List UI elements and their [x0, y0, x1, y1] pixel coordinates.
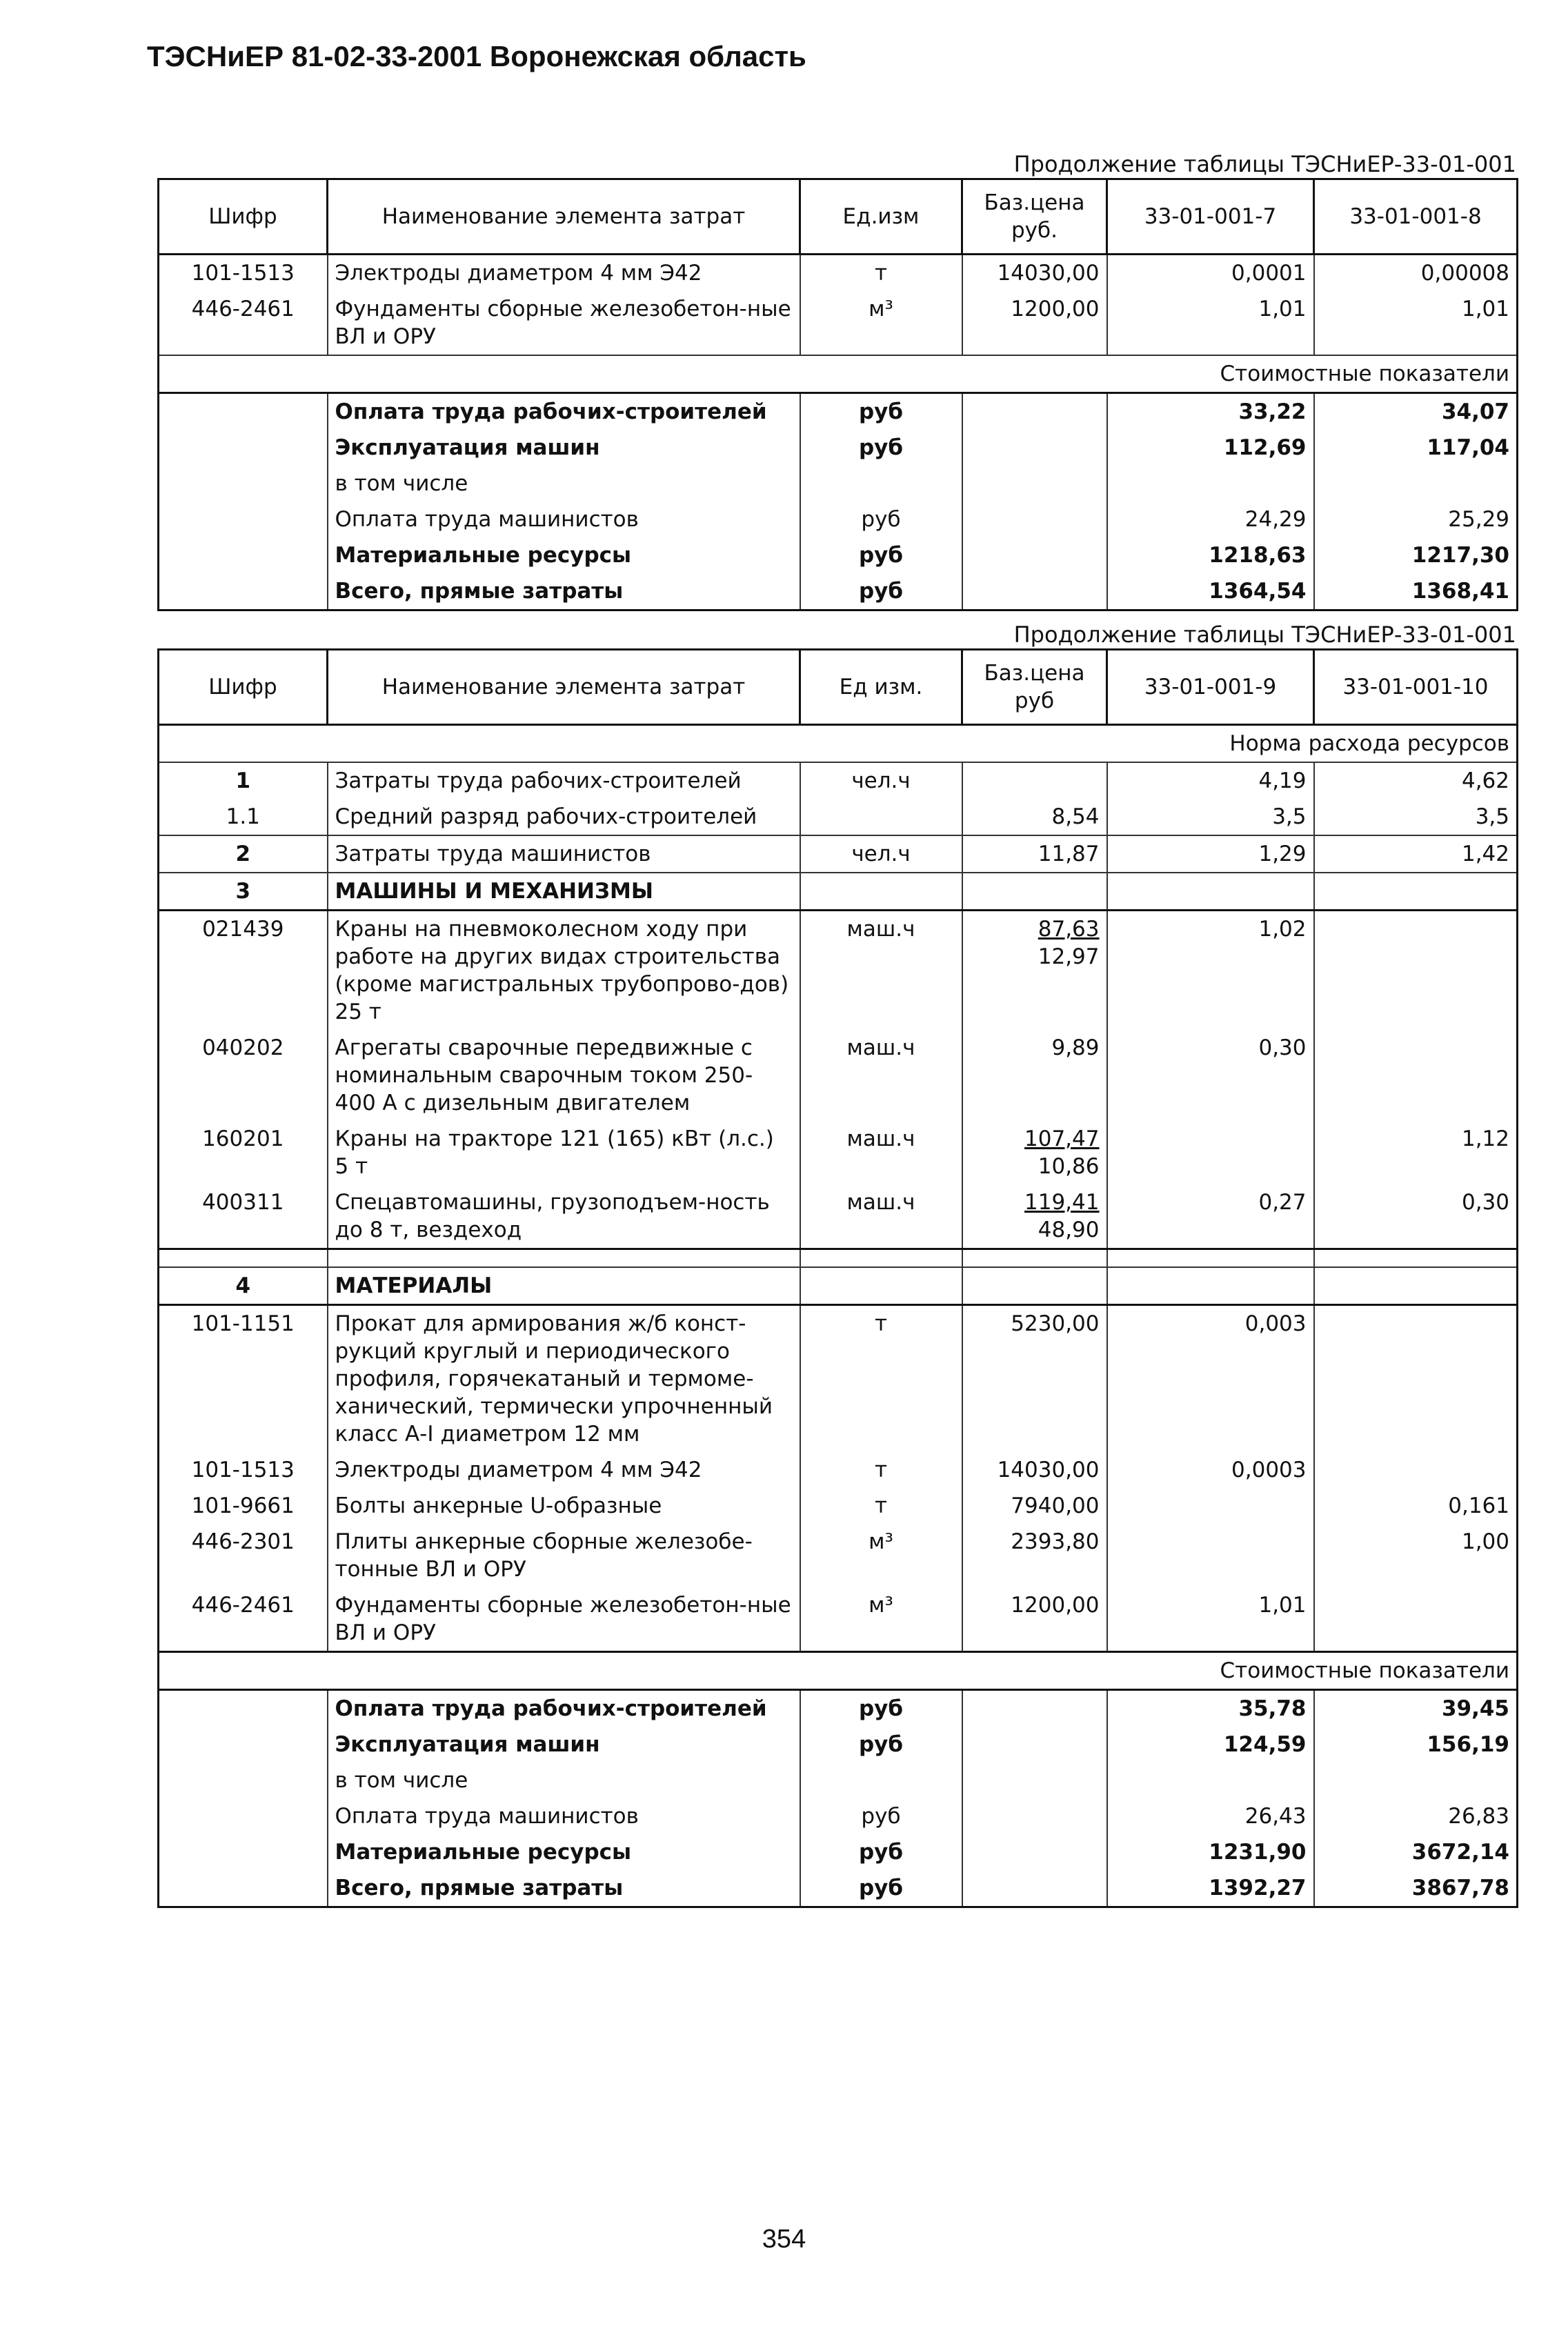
cost-row — [159, 1690, 1518, 1727]
cell-unit: маш.ч — [800, 1184, 962, 1249]
cell-code — [159, 1834, 328, 1870]
cost-header-label: Стоимостные показатели — [159, 1652, 1518, 1690]
cell-value-1: 4,19 — [1107, 762, 1314, 799]
cell-name: Оплата труда рабочих-строителей — [328, 1690, 800, 1727]
cell-unit: чел.ч — [800, 762, 962, 799]
cell-name: Затраты труда рабочих-строителей — [328, 762, 800, 799]
header-col-1: 33-01-001-7 — [1107, 179, 1314, 255]
cell-code — [159, 430, 328, 466]
table-row — [159, 835, 1518, 873]
cell-value-2: 3,5 — [1314, 799, 1518, 835]
cell-value-2: 39,45 — [1314, 1690, 1518, 1727]
cell-code: 3 — [159, 873, 328, 911]
cell-value-2: 1217,30 — [1314, 537, 1518, 573]
cell-code — [159, 501, 328, 537]
table-1-costs — [159, 393, 1518, 610]
table-row — [159, 1121, 1518, 1184]
cell-unit: руб — [800, 537, 962, 573]
table-row — [159, 1587, 1518, 1652]
cell-empty — [1314, 873, 1518, 911]
cell-code: 101-1151 — [159, 1305, 328, 1453]
table-1-caption: Продолжение таблицы ТЭСНиЕР-33-01-001 — [1013, 151, 1516, 177]
cell-price — [962, 1762, 1107, 1798]
cell-value-2: 3867,78 — [1314, 1870, 1518, 1907]
cost-row — [159, 393, 1518, 430]
cell-price — [962, 537, 1107, 573]
cell-price — [962, 1870, 1107, 1907]
cell-code — [159, 1762, 328, 1798]
table-1 — [157, 178, 1518, 611]
cell-name: Краны на пневмоколесном ходу при работе на других видах строительства (кроме магистральных трубопрово-дов) 25 т — [328, 911, 800, 1031]
cell-value-1: 1218,63 — [1107, 537, 1314, 573]
cell-unit: руб — [800, 1798, 962, 1834]
cell-value-2: 0,161 — [1314, 1488, 1518, 1524]
cell-price — [962, 1798, 1107, 1834]
price-top: 87,63 — [1038, 917, 1100, 942]
cell-value-2: 26,83 — [1314, 1798, 1518, 1834]
cell-name: Материальные ресурсы — [328, 537, 800, 573]
cell-value-2: 34,07 — [1314, 393, 1518, 430]
materials-rows — [159, 1305, 1518, 1652]
cell-name: Эксплуатация машин — [328, 1727, 800, 1762]
page-number: 354 — [762, 2225, 806, 2254]
cell-name: Средний разряд рабочих-строителей — [328, 799, 800, 835]
norm-section-header — [159, 725, 1518, 763]
cell-value-1: 0,0001 — [1107, 255, 1314, 292]
cell-value-2: 0,30 — [1314, 1184, 1518, 1249]
section-title: МАШИНЫ И МЕХАНИЗМЫ — [328, 873, 800, 911]
cell-name: Материальные ресурсы — [328, 1834, 800, 1870]
cell-unit: руб — [800, 1834, 962, 1870]
cell-value-1 — [1107, 466, 1314, 501]
cell-name: в том числе — [328, 1762, 800, 1798]
cell-price — [962, 1727, 1107, 1762]
table-row — [159, 1305, 1518, 1453]
price-bottom: 48,90 — [1038, 1218, 1100, 1242]
cell-empty — [800, 1267, 962, 1305]
header-code: Шифр — [159, 179, 328, 255]
cost-section-header — [159, 1652, 1518, 1690]
table-row — [159, 1488, 1518, 1524]
cell-unit: руб — [800, 1690, 962, 1727]
cell-code: 2 — [159, 835, 328, 873]
cell-code: 101-1513 — [159, 255, 328, 292]
price-top: 119,41 — [1024, 1190, 1100, 1215]
document-header: ТЭСНиЕР 81-02-33-2001 Воронежская область — [147, 40, 806, 72]
table-row — [159, 1524, 1518, 1587]
cell-name: Прокат для армирования ж/б конст-рукций круглый и периодического профиля, горячекатаный и термоме-ханический, термически упрочненный класс А-I диаметром 12 мм — [328, 1305, 800, 1453]
cell-value-1 — [1107, 1524, 1314, 1587]
cell-value-1 — [1107, 1488, 1314, 1524]
table-row — [159, 1184, 1518, 1249]
cell-price — [962, 1184, 1107, 1249]
cell-code: 1.1 — [159, 799, 328, 835]
cell-name: Агрегаты сварочные передвижные с номинальным сварочным током 250-400 А с дизельным двигателем — [328, 1030, 800, 1121]
cell-name: Оплата труда машинистов — [328, 501, 800, 537]
cell-code: 040202 — [159, 1030, 328, 1121]
cell-value-1: 0,30 — [1107, 1030, 1314, 1121]
cell-value-1: 1392,27 — [1107, 1870, 1314, 1907]
cell-price: 14030,00 — [962, 255, 1107, 292]
cell-name: Затраты труда машинистов — [328, 835, 800, 873]
cell-code: 446-2461 — [159, 1587, 328, 1652]
cell-price — [962, 501, 1107, 537]
cell-unit: руб — [800, 393, 962, 430]
cell-name: Фундаменты сборные железобетон-ные ВЛ и ОРУ — [328, 291, 800, 355]
cost-row — [159, 430, 1518, 466]
cell-price: 1200,00 — [962, 291, 1107, 355]
cell-price: 1200,00 — [962, 1587, 1107, 1652]
cell-value-2: 1,12 — [1314, 1121, 1518, 1184]
table-1-block — [157, 150, 1516, 611]
cell-value-2: 117,04 — [1314, 430, 1518, 466]
cell-unit: м³ — [800, 1587, 962, 1652]
table-row — [159, 1452, 1518, 1488]
cell-value-2 — [1314, 1587, 1518, 1652]
cell-value-2: 1,00 — [1314, 1524, 1518, 1587]
table-row — [159, 799, 1518, 835]
cell-price — [962, 1690, 1107, 1727]
cell-code — [159, 1727, 328, 1762]
cell-name: Электроды диаметром 4 мм Э42 — [328, 255, 800, 292]
cost-row — [159, 501, 1518, 537]
cell-name: Плиты анкерные сборные железобе-тонные ВЛ и ОРУ — [328, 1524, 800, 1587]
header-code: Шифр — [159, 650, 328, 725]
cell-name: Фундаменты сборные железобетон-ные ВЛ и ОРУ — [328, 1587, 800, 1652]
cell-price: 8,54 — [962, 799, 1107, 835]
cell-unit — [800, 799, 962, 835]
cell-price: 5230,00 — [962, 1305, 1107, 1453]
cell-value-1: 1,01 — [1107, 1587, 1314, 1652]
cell-empty — [1107, 873, 1314, 911]
table-2-block — [157, 621, 1516, 1908]
cost-row — [159, 537, 1518, 573]
cell-code: 446-2461 — [159, 291, 328, 355]
cell-price: 7940,00 — [962, 1488, 1107, 1524]
cell-value-2 — [1314, 1030, 1518, 1121]
cell-value-2: 0,00008 — [1314, 255, 1518, 292]
cell-unit: руб — [800, 430, 962, 466]
cell-unit: чел.ч — [800, 835, 962, 873]
cell-empty — [962, 1267, 1107, 1305]
cell-price — [962, 573, 1107, 610]
cell-value-2: 1,01 — [1314, 291, 1518, 355]
cell-price — [962, 1121, 1107, 1184]
cell-code: 160201 — [159, 1121, 328, 1184]
cost-row — [159, 573, 1518, 610]
table-2-costs — [159, 1690, 1518, 1907]
cell-name: Спецавтомашины, грузоподъем-ность до 8 т, вездеход — [328, 1184, 800, 1249]
cell-price: 2393,80 — [962, 1524, 1107, 1587]
cell-price — [962, 911, 1107, 1031]
cell-unit: м³ — [800, 291, 962, 355]
cell-unit: руб — [800, 1870, 962, 1907]
cell-value-1: 0,003 — [1107, 1305, 1314, 1453]
cell-code: 446-2301 — [159, 1524, 328, 1587]
cell-value-1: 33,22 — [1107, 393, 1314, 430]
spacer-row — [159, 1249, 1518, 1268]
cell-value-1: 124,59 — [1107, 1727, 1314, 1762]
cost-row — [159, 1762, 1518, 1798]
cell-value-1: 3,5 — [1107, 799, 1314, 835]
cost-row — [159, 1834, 1518, 1870]
cell-value-1: 26,43 — [1107, 1798, 1314, 1834]
cost-header-label: Стоимостные показатели — [159, 355, 1518, 393]
cell-code: 4 — [159, 1267, 328, 1305]
section-row-materials — [159, 1267, 1518, 1305]
cell-price — [962, 430, 1107, 466]
cost-row — [159, 1870, 1518, 1907]
cell-code — [159, 1690, 328, 1727]
section-row-machines — [159, 873, 1518, 911]
cell-unit: руб — [800, 573, 962, 610]
cell-value-2 — [1314, 1305, 1518, 1453]
cell-unit: маш.ч — [800, 911, 962, 1031]
header-col-1: 33-01-001-9 — [1107, 650, 1314, 725]
cell-price — [962, 762, 1107, 799]
header-name: Наименование элемента затрат — [328, 650, 800, 725]
cell-code — [159, 537, 328, 573]
cell-value-2: 1,42 — [1314, 835, 1518, 873]
header-col-2: 33-01-001-10 — [1314, 650, 1518, 725]
cell-unit: т — [800, 1452, 962, 1488]
table-row — [159, 911, 1518, 1031]
cell-value-1: 24,29 — [1107, 501, 1314, 537]
cell-value-1: 0,0003 — [1107, 1452, 1314, 1488]
cell-name: Оплата труда рабочих-строителей — [328, 393, 800, 430]
cell-unit: руб — [800, 501, 962, 537]
cell-value-1: 1364,54 — [1107, 573, 1314, 610]
cell-code — [159, 393, 328, 430]
norm-header-label: Норма расхода ресурсов — [159, 725, 1518, 763]
cell-value-1: 0,27 — [1107, 1184, 1314, 1249]
cell-code — [159, 466, 328, 501]
cell-unit: т — [800, 1305, 962, 1453]
cell-unit: руб — [800, 1727, 962, 1762]
header-base-price: Баз.цена руб — [962, 650, 1107, 725]
table-2-caption: Продолжение таблицы ТЭСНиЕР-33-01-001 — [1013, 622, 1516, 648]
cell-code: 101-1513 — [159, 1452, 328, 1488]
header-base-price: Баз.цена руб. — [962, 179, 1107, 255]
cell-price — [962, 1030, 1107, 1121]
cell-value-2 — [1314, 1452, 1518, 1488]
cost-row — [159, 1727, 1518, 1762]
cell-price: 11,87 — [962, 835, 1107, 873]
cell-value-2: 1368,41 — [1314, 573, 1518, 610]
cell-unit — [800, 1762, 962, 1798]
table-row — [159, 1030, 1518, 1121]
cell-code: 400311 — [159, 1184, 328, 1249]
cell-name: в том числе — [328, 466, 800, 501]
section-title: МАТЕРИАЛЫ — [328, 1267, 800, 1305]
cell-name: Болты анкерные U-образные — [328, 1488, 800, 1524]
cell-name: Электроды диаметром 4 мм Э42 — [328, 1452, 800, 1488]
cell-value-2: 25,29 — [1314, 501, 1518, 537]
cell-unit: маш.ч — [800, 1121, 962, 1184]
cell-value-1: 1,02 — [1107, 911, 1314, 1031]
machines-rows — [159, 911, 1518, 1249]
cell-empty — [159, 1249, 328, 1268]
cell-name: Краны на тракторе 121 (165) кВт (л.с.) 5 т — [328, 1121, 800, 1184]
cell-empty — [962, 1249, 1107, 1268]
cost-section-header — [159, 355, 1518, 393]
cell-value-2 — [1314, 911, 1518, 1031]
cell-empty — [1107, 1267, 1314, 1305]
cell-value-2 — [1314, 466, 1518, 501]
cell-empty — [800, 873, 962, 911]
cell-value-1: 112,69 — [1107, 430, 1314, 466]
price-top: 107,47 — [1024, 1126, 1100, 1151]
cell-name: Эксплуатация машин — [328, 430, 800, 466]
cell-unit: т — [800, 255, 962, 292]
table-1-header-row — [159, 179, 1518, 255]
table-row — [159, 255, 1518, 292]
header-unit: Ед.изм — [800, 179, 962, 255]
table-2 — [157, 648, 1518, 1908]
table-row — [159, 762, 1518, 799]
cell-value-1: 1,01 — [1107, 291, 1314, 355]
header-unit: Ед изм. — [800, 650, 962, 725]
cell-unit: маш.ч — [800, 1030, 962, 1121]
cost-row — [159, 1798, 1518, 1834]
cell-code — [159, 573, 328, 610]
cell-code: 1 — [159, 762, 328, 799]
cell-price: 14030,00 — [962, 1452, 1107, 1488]
cell-code: 101-9661 — [159, 1488, 328, 1524]
price-bottom: 10,86 — [1038, 1154, 1100, 1179]
cell-empty — [1314, 1267, 1518, 1305]
cell-unit: т — [800, 1488, 962, 1524]
price-top: 9,89 — [1051, 1035, 1100, 1060]
cell-price — [962, 393, 1107, 430]
cell-empty — [800, 1249, 962, 1268]
table-2-header-row — [159, 650, 1518, 725]
cell-value-1: 35,78 — [1107, 1690, 1314, 1727]
cell-name: Всего, прямые затраты — [328, 573, 800, 610]
cell-code: 021439 — [159, 911, 328, 1031]
cell-value-2: 3672,14 — [1314, 1834, 1518, 1870]
cell-name: Оплата труда машинистов — [328, 1798, 800, 1834]
cell-price — [962, 1834, 1107, 1870]
cell-code — [159, 1798, 328, 1834]
cell-value-1: 1231,90 — [1107, 1834, 1314, 1870]
cell-name: Всего, прямые затраты — [328, 1870, 800, 1907]
cell-value-2 — [1314, 1762, 1518, 1798]
cell-unit — [800, 466, 962, 501]
cell-price — [962, 466, 1107, 501]
header-name: Наименование элемента затрат — [328, 179, 800, 255]
table-row — [159, 291, 1518, 355]
cell-value-2: 156,19 — [1314, 1727, 1518, 1762]
cell-value-1 — [1107, 1762, 1314, 1798]
cost-row — [159, 466, 1518, 501]
cell-empty — [962, 873, 1107, 911]
cell-value-2: 4,62 — [1314, 762, 1518, 799]
cell-empty — [1314, 1249, 1518, 1268]
cell-empty — [1107, 1249, 1314, 1268]
price-bottom: 12,97 — [1038, 944, 1100, 969]
cell-value-1 — [1107, 1121, 1314, 1184]
cell-code — [159, 1870, 328, 1907]
cell-value-1: 1,29 — [1107, 835, 1314, 873]
header-col-2: 33-01-001-8 — [1314, 179, 1518, 255]
cell-empty — [328, 1249, 800, 1268]
cell-unit: м³ — [800, 1524, 962, 1587]
